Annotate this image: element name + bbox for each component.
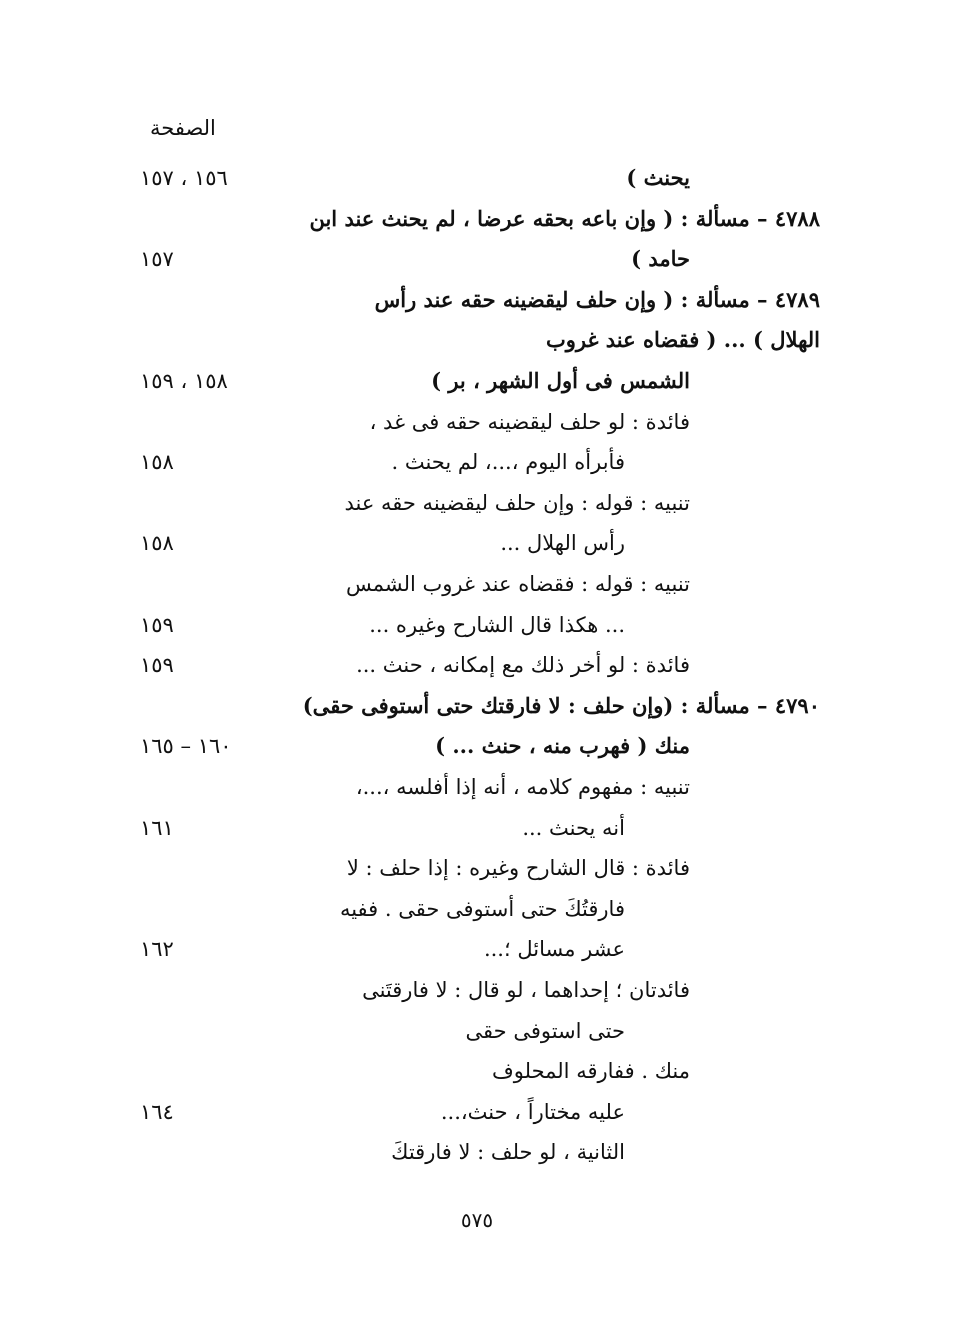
index-line	[120, 726, 820, 766]
index-line	[120, 970, 820, 1010]
entry-text: ٤٧٩٠ – مسألة : (وإن حلف : لا فارقتك حتى أستوفى حقى)	[302, 692, 820, 718]
entry-text: فائدتان ؛ إحداهما ، لو قال : لا فارقتَنى	[362, 978, 690, 1002]
entry-text: منك ( فهرب منه ، حنث ... )	[435, 733, 690, 759]
index-line	[120, 361, 820, 401]
index-line	[120, 523, 820, 563]
page-reference: ١٥٧	[140, 247, 174, 272]
page-reference: ١٥٨	[140, 531, 174, 556]
page-reference: ١٦٠ – ١٦٥	[140, 734, 232, 759]
entry-text: حتى استوفى حقى	[465, 1018, 625, 1043]
page-reference: ١٥٨	[140, 450, 174, 475]
index-line	[120, 929, 820, 969]
page-reference: ١٦٢	[140, 937, 174, 962]
entry-text: فارقتُكَ حتى أستوفى حقى . ففيه	[339, 896, 625, 921]
entry-text: فائدة : قال الشارح وغيره : إذا حلف : لا	[346, 856, 690, 881]
index-line	[120, 645, 820, 685]
index-line	[120, 280, 820, 320]
index-line	[120, 686, 820, 726]
index-line	[120, 1092, 820, 1132]
index-line	[120, 848, 820, 888]
index-line	[120, 1132, 820, 1172]
entry-text: يحنث )	[626, 165, 690, 190]
index-line	[120, 605, 820, 645]
entry-text: الشمس فى أول الشهر ، بر )	[431, 368, 690, 393]
page-column-header: الصفحة	[150, 116, 216, 140]
index-line	[120, 1051, 820, 1091]
index-line	[120, 483, 820, 523]
index-line	[120, 767, 820, 807]
index-line	[120, 889, 820, 929]
index-line	[120, 158, 820, 198]
page-reference: ١٦١	[140, 815, 174, 840]
page-reference: ١٥٦ ، ١٥٧	[140, 166, 228, 190]
entry-text: حامد )	[631, 246, 690, 272]
entry-text: منك . ففارقه المحلوف	[492, 1059, 690, 1084]
index-line	[120, 1011, 820, 1051]
entry-text: الهلال ) ... ( فقضاه عند غروب	[545, 327, 820, 353]
entry-text: تنبيه : مفهوم كلامه ، أنه إذا أفلسه ،...،	[355, 775, 690, 799]
entry-text: تنبيه : قوله : فقضاه عند غروب الشمس	[345, 572, 690, 596]
entry-text: ٤٧٨٨ – مسألة : ( وإن باعه بحقه عرضا ، لم يحنث عند ابن	[309, 205, 820, 231]
entry-text: عليه مختاراً ، حنث،...	[440, 1099, 625, 1124]
entry-text: فائدة : لو أخر ذلك مع إمكانه ، حنث ...	[356, 653, 690, 678]
index-line	[120, 239, 820, 279]
page-reference: ١٥٩	[140, 612, 174, 637]
entry-text: رأس الهلال ...	[500, 531, 625, 556]
page-reference: ١٦٤	[140, 1099, 174, 1124]
page-reference: ١٥٩	[140, 653, 174, 678]
page-number: ٥٧٥	[460, 1208, 494, 1232]
entry-text: فائدة : لو حلف ليقضينه حقه فى غد ،	[369, 409, 690, 434]
page-reference: ١٥٨ ، ١٥٩	[140, 369, 228, 393]
index-line	[120, 199, 820, 239]
index-line	[120, 808, 820, 848]
entry-text: ٤٧٨٩ – مسألة : ( وإن حلف ليقضينه حقه عند رأس	[374, 286, 820, 312]
entry-text: ... هكذا قال الشارح وغيره ...	[369, 612, 625, 637]
entry-text: الثانية ، لو حلف : لا فارقتكَ	[391, 1140, 625, 1165]
index-line	[120, 564, 820, 604]
index-line	[120, 442, 820, 482]
entry-text: عشر مسائل ؛...	[483, 937, 625, 962]
index-line	[120, 402, 820, 442]
entry-text: فأبرأه اليوم ،...، لم يحنث .	[391, 450, 625, 475]
index-line	[120, 320, 820, 360]
entry-text: أنه يحنث ...	[522, 815, 625, 840]
entry-text: تنبيه : قوله : وإن حلف ليقضينه حقه عند	[344, 490, 690, 515]
